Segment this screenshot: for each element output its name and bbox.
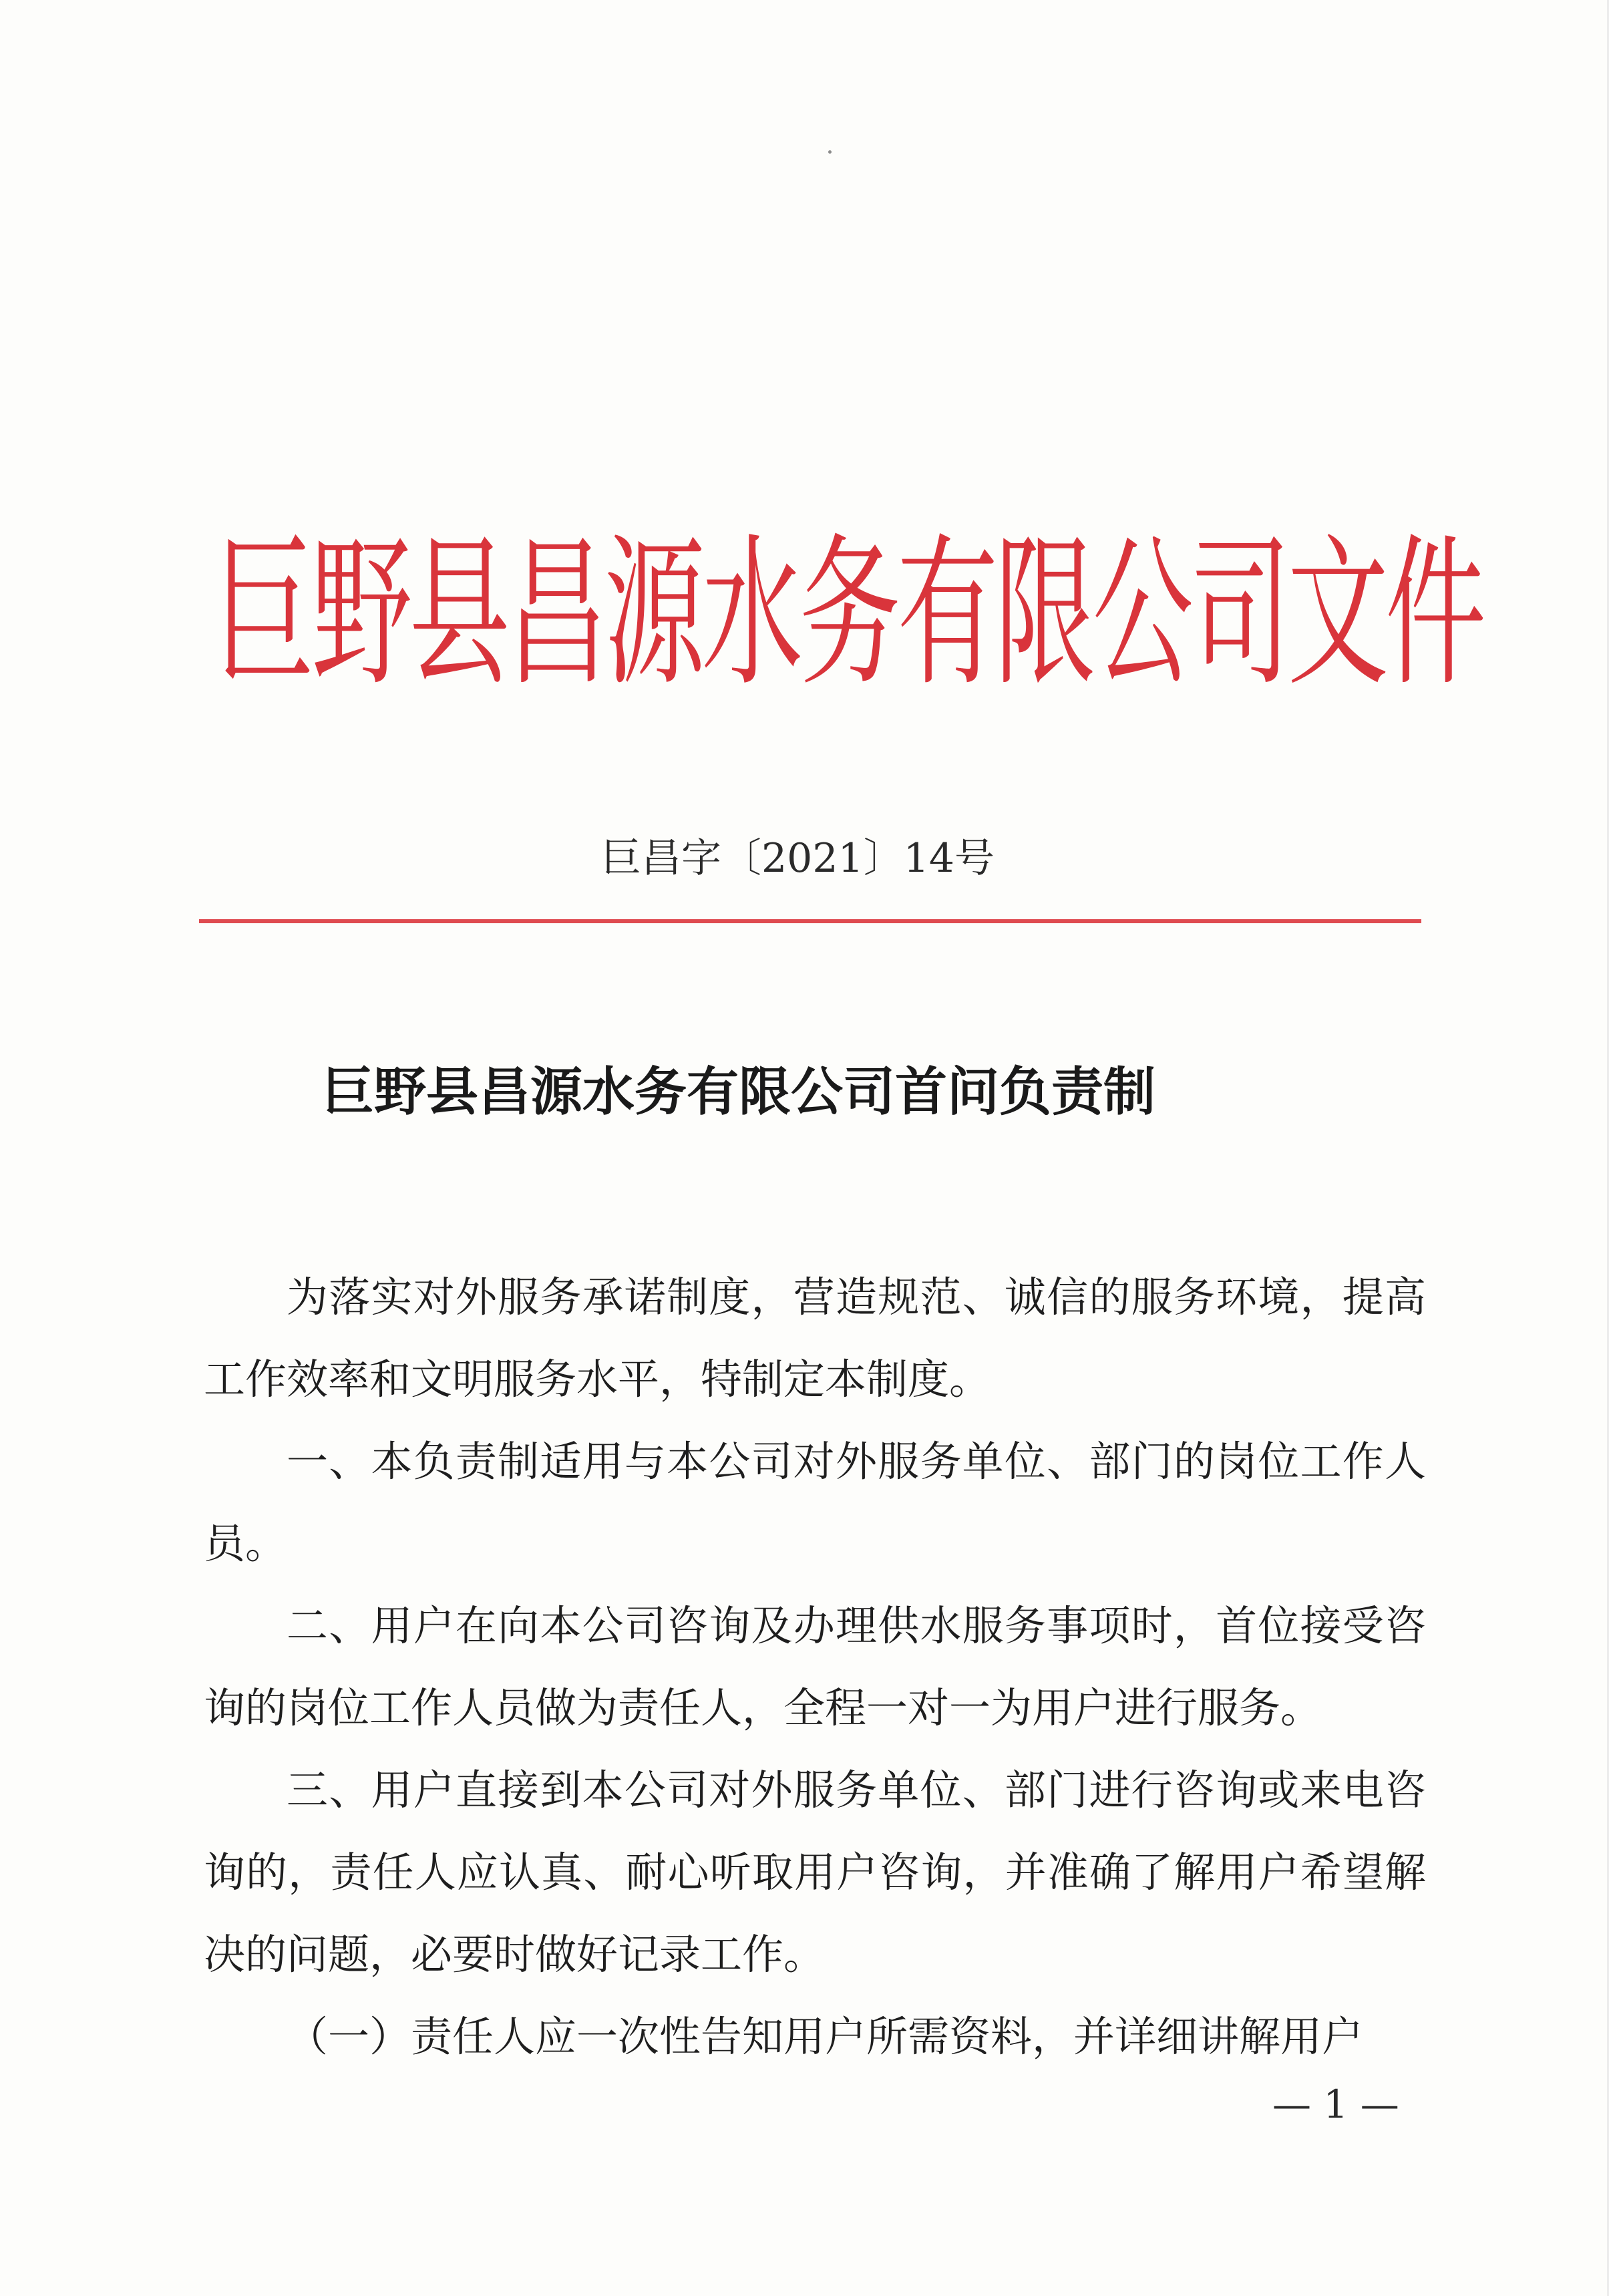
document-number: 巨昌字〔2021〕14号 (601, 835, 995, 882)
document-body (204, 1256, 1426, 2078)
paragraph-1: 一、本负责制适用与本公司对外服务单位、部门的岗位工作人员。 (204, 1437, 1426, 1568)
paragraph-intro: 为落实对外服务承诺制度，营造规范、诚信的服务环境，提高工作效率和文明服务水平，特制定本制度。 (204, 1273, 1426, 1404)
paragraph-3: 三、用户直接到本公司对外服务单位、部门进行咨询或来电咨询的，责任人应认真、耐心听取用户咨询，并准确了解用户希望解决的问题，必要时做好记录工作。 (204, 1766, 1426, 1979)
scan-speck (828, 150, 832, 154)
masthead-title: 巨野县昌源水务有限公司文件 (214, 520, 1483, 709)
page-number: — 1 — (1272, 2082, 1399, 2127)
red-divider-line (199, 919, 1421, 923)
paragraph-2: 二、用户在向本公司咨询及办理供水服务事项时，首位接受咨询的岗位工作人员做为责任人，全程一对一为用户进行服务。 (204, 1601, 1426, 1732)
paragraph-3-1: （一）责任人应一次性告知用户所需资料，并详细讲解用户 (287, 2012, 1364, 2061)
document-title: 巨野县昌源水务有限公司首问负责制 (322, 1062, 1156, 1122)
